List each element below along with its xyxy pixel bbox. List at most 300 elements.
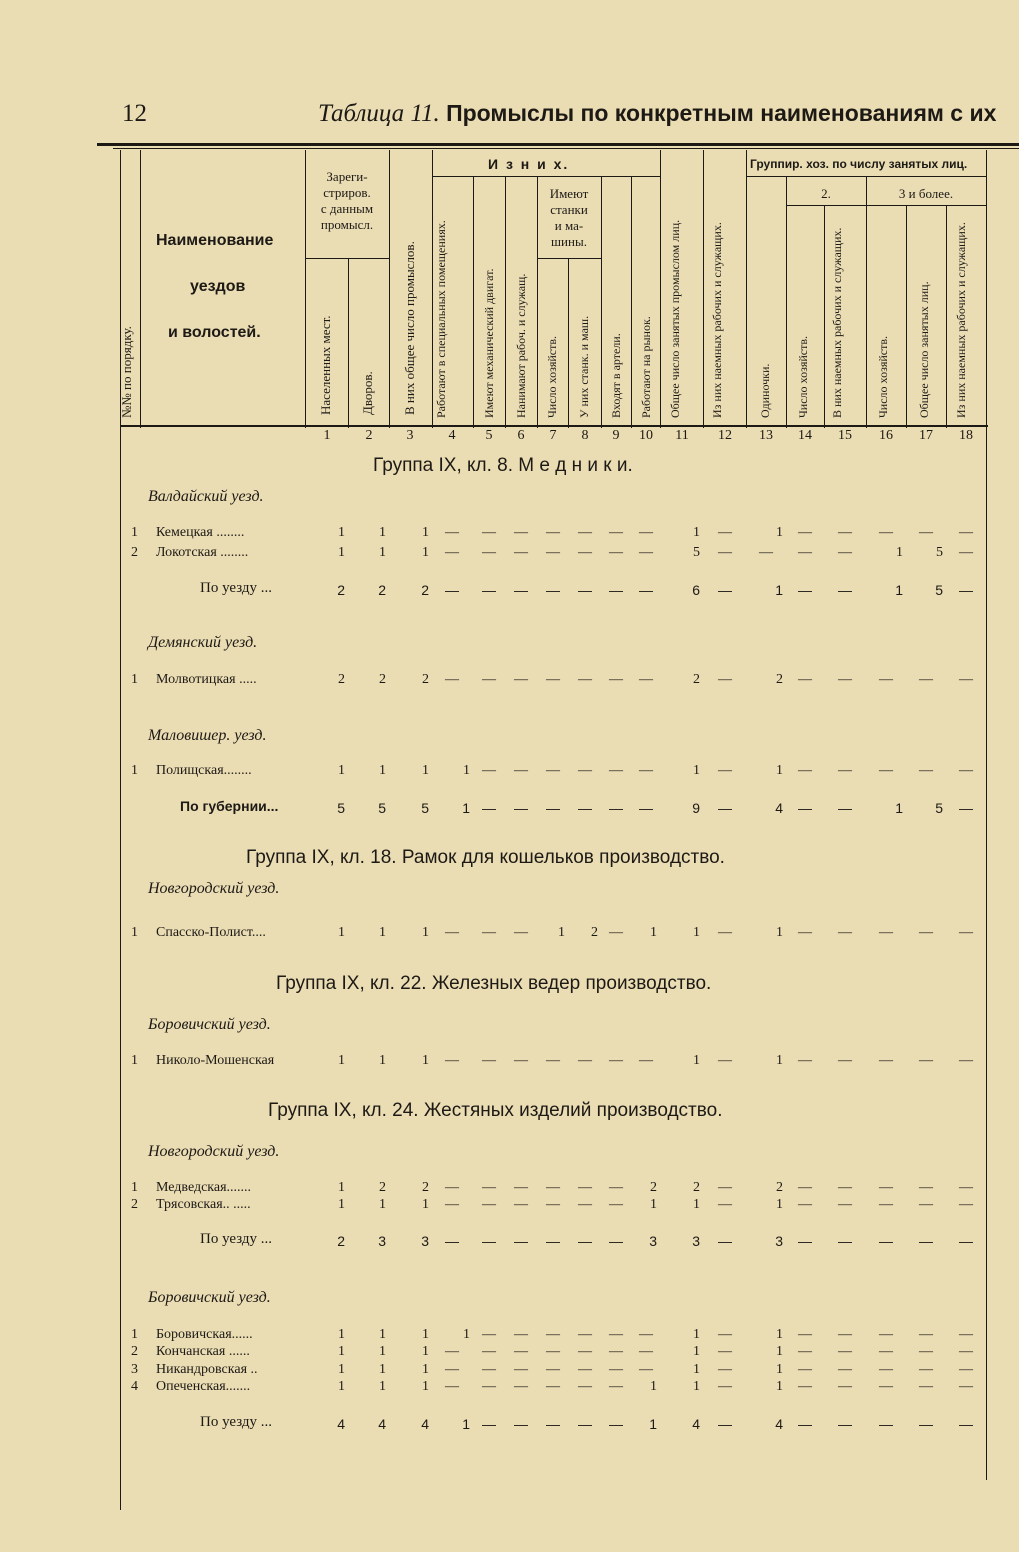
table-cell: — — [798, 1197, 812, 1212]
table-cell: 2 — [776, 672, 783, 687]
table-cell: — — [838, 1197, 852, 1212]
table-title-number: Таблица 11. — [318, 100, 440, 127]
table-cell: — — [879, 925, 893, 940]
table-cell: 4 — [378, 1416, 386, 1432]
header-registered-line-4: промысл. — [320, 217, 374, 232]
table-cell: 3 — [649, 1233, 657, 1249]
table-cell: — — [798, 525, 812, 540]
table-cell: — — [639, 1327, 653, 1342]
header-machines-line-2: станки — [550, 202, 588, 217]
table-cell: 1 — [650, 925, 657, 940]
table-cell: — — [919, 672, 933, 687]
table-cell: — — [838, 925, 852, 940]
table-cell: — — [514, 1233, 528, 1249]
table-cell: — — [482, 1327, 496, 1342]
header-c16: Число хозяйств. — [876, 336, 890, 418]
table-cell: 1 — [895, 800, 903, 816]
header-bottom-rule — [120, 425, 988, 427]
table-cell: — — [838, 1180, 852, 1195]
table-cell: — — [718, 672, 732, 687]
column-number-9: 9 — [612, 428, 620, 443]
divider-c13 — [786, 176, 787, 428]
table-cell: — — [718, 763, 732, 778]
table-cell: 4 — [692, 1416, 700, 1432]
table-cell: — — [718, 1233, 732, 1249]
table-cell: — — [718, 545, 732, 560]
table-cell: — — [879, 1416, 893, 1432]
table-cell: — — [609, 545, 623, 560]
table-cell: 2 — [338, 672, 345, 687]
table-cell: 1 — [693, 763, 700, 778]
table-cell: — — [578, 545, 592, 560]
row-number: 4 — [131, 1379, 138, 1394]
table-cell: — — [798, 672, 812, 687]
row-name: Медведская....... — [156, 1180, 252, 1195]
column-number-13: 13 — [759, 428, 773, 443]
table-cell: — — [482, 1362, 496, 1377]
divider-c1 — [348, 258, 349, 428]
table-cell: — — [578, 525, 592, 540]
column-number-1: 1 — [323, 428, 331, 443]
table-cell: — — [959, 1180, 973, 1195]
table-cell: — — [798, 1233, 812, 1249]
table-cell: — — [578, 1362, 592, 1377]
table-cell: — — [838, 1233, 852, 1249]
table-cell: — — [514, 1180, 528, 1195]
table-cell: — — [609, 1053, 623, 1068]
table-cell: — — [546, 582, 560, 598]
table-cell: — — [919, 1362, 933, 1377]
header-c15: В них наемных рабочих и служащих. — [830, 227, 844, 418]
table-cell: — — [445, 545, 459, 560]
table-cell: — — [546, 1362, 560, 1377]
table-cell: 1 — [896, 545, 903, 560]
table-cell: — — [718, 525, 732, 540]
table-cell: — — [959, 1233, 973, 1249]
group-title: Группа IX, кл. 8. М е д н и к и. — [373, 455, 633, 476]
table-cell: 1 — [379, 763, 386, 778]
table-cell: — — [879, 672, 893, 687]
table-cell: — — [639, 763, 653, 778]
group-title: Группа IX, кл. 24. Жестяных изделий производство. — [268, 1100, 723, 1121]
table-cell: — — [959, 1053, 973, 1068]
table-cell: — — [546, 1233, 560, 1249]
header-c17: Общее число занятых лиц. — [917, 281, 931, 418]
table-cell: 1 — [776, 925, 783, 940]
table-cell: — — [879, 763, 893, 778]
table-cell: 1 — [338, 1180, 345, 1195]
table-cell: 1 — [649, 1416, 657, 1432]
table-cell: — — [445, 1379, 459, 1394]
table-cell: — — [482, 582, 496, 598]
table-cell: — — [879, 1053, 893, 1068]
table-cell: — — [838, 672, 852, 687]
column-number-10: 10 — [639, 428, 653, 443]
district-name: Новгородский уезд. — [148, 1143, 280, 1160]
header-c18: Из них наемных рабочих и служащих. — [954, 222, 968, 418]
header-c2: Дворов. — [360, 371, 375, 415]
table-cell: 1 — [775, 582, 783, 598]
row-number: 2 — [131, 1197, 138, 1212]
table-cell: 1 — [895, 582, 903, 598]
header-c14: Число хозяйств. — [796, 336, 810, 418]
table-cell: 1 — [338, 1379, 345, 1394]
table-cell: 1 — [776, 1344, 783, 1359]
header-rule-registered — [305, 258, 389, 259]
table-cell: — — [798, 1344, 812, 1359]
table-cell: 1 — [422, 1379, 429, 1394]
table-cell: — — [879, 1327, 893, 1342]
table-cell: — — [639, 582, 653, 598]
table-cell: 1 — [422, 1327, 429, 1342]
table-cell: 1 — [462, 800, 470, 816]
header-col-no: №№ по порядку. — [119, 326, 134, 418]
header-name-2: уездов — [190, 278, 246, 295]
header-c11: Общее число занятых промыслом лиц. — [668, 219, 682, 418]
table-cell: 1 — [379, 1197, 386, 1212]
table-cell: — — [718, 1197, 732, 1212]
table-cell: 1 — [338, 763, 345, 778]
table-cell: 1 — [379, 1327, 386, 1342]
header-c5: Имеют механический двигат. — [482, 268, 496, 418]
table-cell: 1 — [379, 525, 386, 540]
header-c9: Входят в артели. — [609, 333, 623, 418]
table-cell: — — [919, 1233, 933, 1249]
table-cell: 1 — [693, 1053, 700, 1068]
header-rule-iz-nikh — [432, 176, 660, 177]
table-cell: 4 — [421, 1416, 429, 1432]
table-cell: 1 — [650, 1197, 657, 1212]
table-cell: 1 — [422, 525, 429, 540]
table-cell: 3 — [421, 1233, 429, 1249]
table-cell: — — [959, 1327, 973, 1342]
column-number-8: 8 — [581, 428, 589, 443]
table-cell: — — [514, 1362, 528, 1377]
table-cell: 1 — [422, 1362, 429, 1377]
column-number-4: 4 — [448, 428, 456, 443]
table-cell: — — [609, 763, 623, 778]
total-row-label: По уезду ... — [200, 1231, 273, 1247]
table-cell: 1 — [379, 1053, 386, 1068]
total-row-label: По уезду ... — [200, 1414, 273, 1430]
table-cell: — — [959, 1344, 973, 1359]
table-cell: — — [798, 545, 812, 560]
header-name-1: Наименование — [156, 232, 274, 249]
row-number: 1 — [131, 525, 138, 540]
row-number: 1 — [131, 1327, 138, 1342]
table-cell: — — [718, 1053, 732, 1068]
table-cell: — — [609, 1362, 623, 1377]
table-cell: 2 — [422, 1180, 429, 1195]
table-cell: — — [546, 672, 560, 687]
row-name: Боровичская...... — [156, 1327, 253, 1342]
table-cell: 1 — [338, 545, 345, 560]
table-cell: — — [718, 1327, 732, 1342]
table-cell: 2 — [421, 582, 429, 598]
district-name: Боровичский уезд. — [148, 1016, 271, 1033]
table-cell: 2 — [337, 582, 345, 598]
column-number-5: 5 — [485, 428, 493, 443]
table-cell: — — [609, 1197, 623, 1212]
divider-c5 — [505, 176, 506, 428]
table-title — [318, 100, 996, 128]
header-name-3: и волостей. — [168, 324, 261, 341]
row-number: 1 — [131, 763, 138, 778]
table-cell: 5 — [378, 800, 386, 816]
column-number-16: 16 — [879, 428, 893, 443]
header-c3: В них общее число промыслов. — [402, 241, 417, 415]
table-cell: 1 — [693, 925, 700, 940]
table-cell: — — [838, 1379, 852, 1394]
table-cell: 2 — [650, 1180, 657, 1195]
table-cell: — — [514, 1197, 528, 1212]
table-cell: — — [482, 1233, 496, 1249]
divider-c3 — [432, 150, 433, 428]
header-registered-line-3: с данным — [320, 201, 374, 216]
table-cell: — — [578, 1416, 592, 1432]
table-cell: — — [959, 525, 973, 540]
table-cell: 1 — [338, 1053, 345, 1068]
row-number: 1 — [131, 672, 138, 687]
table-cell: — — [919, 1379, 933, 1394]
column-number-12: 12 — [718, 428, 732, 443]
table-cell: — — [838, 1344, 852, 1359]
row-name: Локотская ........ — [156, 545, 249, 560]
table-cell: 4 — [337, 1416, 345, 1432]
table-cell: — — [879, 1233, 893, 1249]
table-cell: — — [482, 525, 496, 540]
table-cell: 1 — [338, 525, 345, 540]
table-cell: — — [482, 925, 496, 940]
table-cell: — — [514, 545, 528, 560]
table-cell: — — [482, 1180, 496, 1195]
table-cell: — — [514, 925, 528, 940]
table-cell: 1 — [338, 1327, 345, 1342]
table-cell: — — [718, 1379, 732, 1394]
table-cell: 1 — [462, 1416, 470, 1432]
table-title-text: Промыслы по конкретным наименованиям с их — [446, 100, 997, 126]
table-cell: — — [798, 1416, 812, 1432]
table-cell: 5 — [936, 545, 943, 560]
table-cell: 2 — [378, 582, 386, 598]
table-cell: 1 — [338, 1362, 345, 1377]
table-cell: 1 — [422, 1197, 429, 1212]
table-cell: — — [546, 1379, 560, 1394]
table-cell: — — [514, 582, 528, 598]
row-name: Трясовская.. ..... — [156, 1197, 251, 1212]
table-cell: 2 — [693, 672, 700, 687]
table-cell: — — [838, 1053, 852, 1068]
table-cell: 5 — [337, 800, 345, 816]
table-cell: — — [514, 1327, 528, 1342]
table-cell: — — [578, 1379, 592, 1394]
table-cell: — — [578, 1180, 592, 1195]
header-c8: У них станк. и маш. — [577, 315, 591, 418]
table-cell: — — [445, 525, 459, 540]
header-rule-machines — [537, 258, 601, 259]
table-cell: — — [445, 1197, 459, 1212]
table-cell: — — [639, 1053, 653, 1068]
table-cell: 1 — [338, 1344, 345, 1359]
header-c12: Из них наемных рабочих и служащих. — [710, 222, 724, 418]
divider-c4 — [473, 176, 474, 428]
table-cell: — — [798, 800, 812, 816]
table-cell: — — [445, 1053, 459, 1068]
table-cell: — — [919, 1344, 933, 1359]
table-cell: — — [919, 1197, 933, 1212]
table-cell: — — [879, 1197, 893, 1212]
table-cell: — — [919, 525, 933, 540]
divider-c10 — [660, 150, 661, 428]
table-cell: — — [609, 1344, 623, 1359]
table-cell: — — [919, 1416, 933, 1432]
table-cell: — — [838, 1327, 852, 1342]
table-cell: — — [482, 800, 496, 816]
table-cell: 3 — [775, 1233, 783, 1249]
table-cell: — — [639, 545, 653, 560]
table-cell: — — [798, 1053, 812, 1068]
table-cell: 5 — [935, 800, 943, 816]
table-cell: 1 — [422, 545, 429, 560]
divider-c15 — [866, 176, 867, 428]
row-name: Николо-Мошенская — [156, 1053, 275, 1068]
table-cell: 1 — [338, 925, 345, 940]
column-number-6: 6 — [517, 428, 525, 443]
divider-no — [140, 150, 141, 428]
table-cell: 1 — [463, 763, 470, 778]
table-cell: — — [959, 1362, 973, 1377]
table-cell: — — [959, 1416, 973, 1432]
table-cell: 1 — [776, 1379, 783, 1394]
divider-c9 — [631, 176, 632, 428]
column-number-14: 14 — [798, 428, 812, 443]
table-cell: 1 — [693, 1362, 700, 1377]
row-name: Полищская........ — [156, 763, 252, 778]
table-cell: — — [759, 545, 773, 560]
column-number-7: 7 — [549, 428, 557, 443]
table-cell: — — [609, 672, 623, 687]
table-cell: — — [959, 925, 973, 940]
table-cell: 1 — [776, 1053, 783, 1068]
header-registered — [306, 169, 388, 233]
divider-c16 — [906, 205, 907, 428]
table-cell: — — [838, 582, 852, 598]
table-cell: — — [718, 925, 732, 940]
row-name: Спасско-Полист.... — [156, 925, 266, 940]
table-cell: — — [959, 672, 973, 687]
table-cell: 5 — [421, 800, 429, 816]
table-cell: 2 — [379, 1180, 386, 1195]
table-cell: — — [959, 545, 973, 560]
table-cell: — — [919, 763, 933, 778]
header-iz-nikh: И з н и х. — [488, 156, 570, 172]
table-cell: — — [919, 925, 933, 940]
row-name: Опеченская....... — [156, 1379, 251, 1394]
table-cell: — — [838, 1362, 852, 1377]
table-cell: 1 — [693, 1379, 700, 1394]
table-cell: 1 — [422, 925, 429, 940]
table-cell: — — [639, 1344, 653, 1359]
table-cell: 1 — [693, 525, 700, 540]
table-cell: 5 — [693, 545, 700, 560]
table-cell: — — [445, 1344, 459, 1359]
table-cell: — — [578, 582, 592, 598]
column-number-11: 11 — [675, 428, 689, 443]
divider-c11 — [703, 150, 704, 428]
row-name: Кемецкая ........ — [156, 525, 245, 540]
row-number: 2 — [131, 545, 138, 560]
total-row-label: По губернии... — [180, 798, 279, 814]
table-cell: — — [546, 525, 560, 540]
table-cell: — — [879, 1344, 893, 1359]
header-group-2: 2. — [821, 186, 831, 201]
table-cell: 1 — [776, 763, 783, 778]
header-machines-line-3: и ма- — [554, 218, 584, 233]
table-cell: — — [798, 1180, 812, 1195]
table-cell: 1 — [379, 1362, 386, 1377]
table-cell: 1 — [422, 763, 429, 778]
table-cell: — — [639, 1362, 653, 1377]
table-cell: — — [609, 1180, 623, 1195]
table-cell: — — [609, 800, 623, 816]
table-cell: — — [639, 672, 653, 687]
table-cell: 1 — [693, 1327, 700, 1342]
table-cell: — — [578, 763, 592, 778]
table-cell: — — [838, 1416, 852, 1432]
table-cell: — — [546, 1180, 560, 1195]
table-cell: — — [919, 1327, 933, 1342]
table-cell: — — [482, 672, 496, 687]
table-cell: 2 — [591, 925, 598, 940]
table-cell: — — [445, 1180, 459, 1195]
row-number: 1 — [131, 1180, 138, 1195]
table-cell: — — [718, 1362, 732, 1377]
table-cell: — — [546, 1416, 560, 1432]
table-cell: 1 — [463, 1327, 470, 1342]
table-cell: — — [546, 1197, 560, 1212]
header-machines — [538, 186, 600, 250]
table-cell: — — [546, 763, 560, 778]
header-c1: Населенных мест. — [318, 315, 333, 415]
table-cell: — — [959, 763, 973, 778]
row-number: 1 — [131, 1053, 138, 1068]
table-cell: — — [514, 800, 528, 816]
header-rule-subgroups — [786, 205, 986, 206]
table-cell: — — [919, 1053, 933, 1068]
table-cell: — — [546, 545, 560, 560]
table-cell: 1 — [776, 1362, 783, 1377]
table-cell: — — [482, 545, 496, 560]
table-cell: — — [718, 582, 732, 598]
table-cell: 6 — [692, 582, 700, 598]
table-cell: 1 — [422, 1053, 429, 1068]
table-cell: — — [578, 1053, 592, 1068]
table-cell: — — [919, 1180, 933, 1195]
header-top-rule-thin — [113, 148, 1019, 149]
table-cell: 1 — [776, 1197, 783, 1212]
table-cell: — — [879, 1379, 893, 1394]
header-machines-line-4: шины. — [551, 234, 587, 249]
table-cell: — — [609, 582, 623, 598]
table-cell: 1 — [379, 1344, 386, 1359]
table-cell: 2 — [337, 1233, 345, 1249]
table-cell: — — [609, 925, 623, 940]
table-cell: — — [445, 582, 459, 598]
table-cell: — — [838, 800, 852, 816]
table-cell: — — [546, 1053, 560, 1068]
table-cell: — — [959, 1379, 973, 1394]
table-cell: — — [798, 582, 812, 598]
